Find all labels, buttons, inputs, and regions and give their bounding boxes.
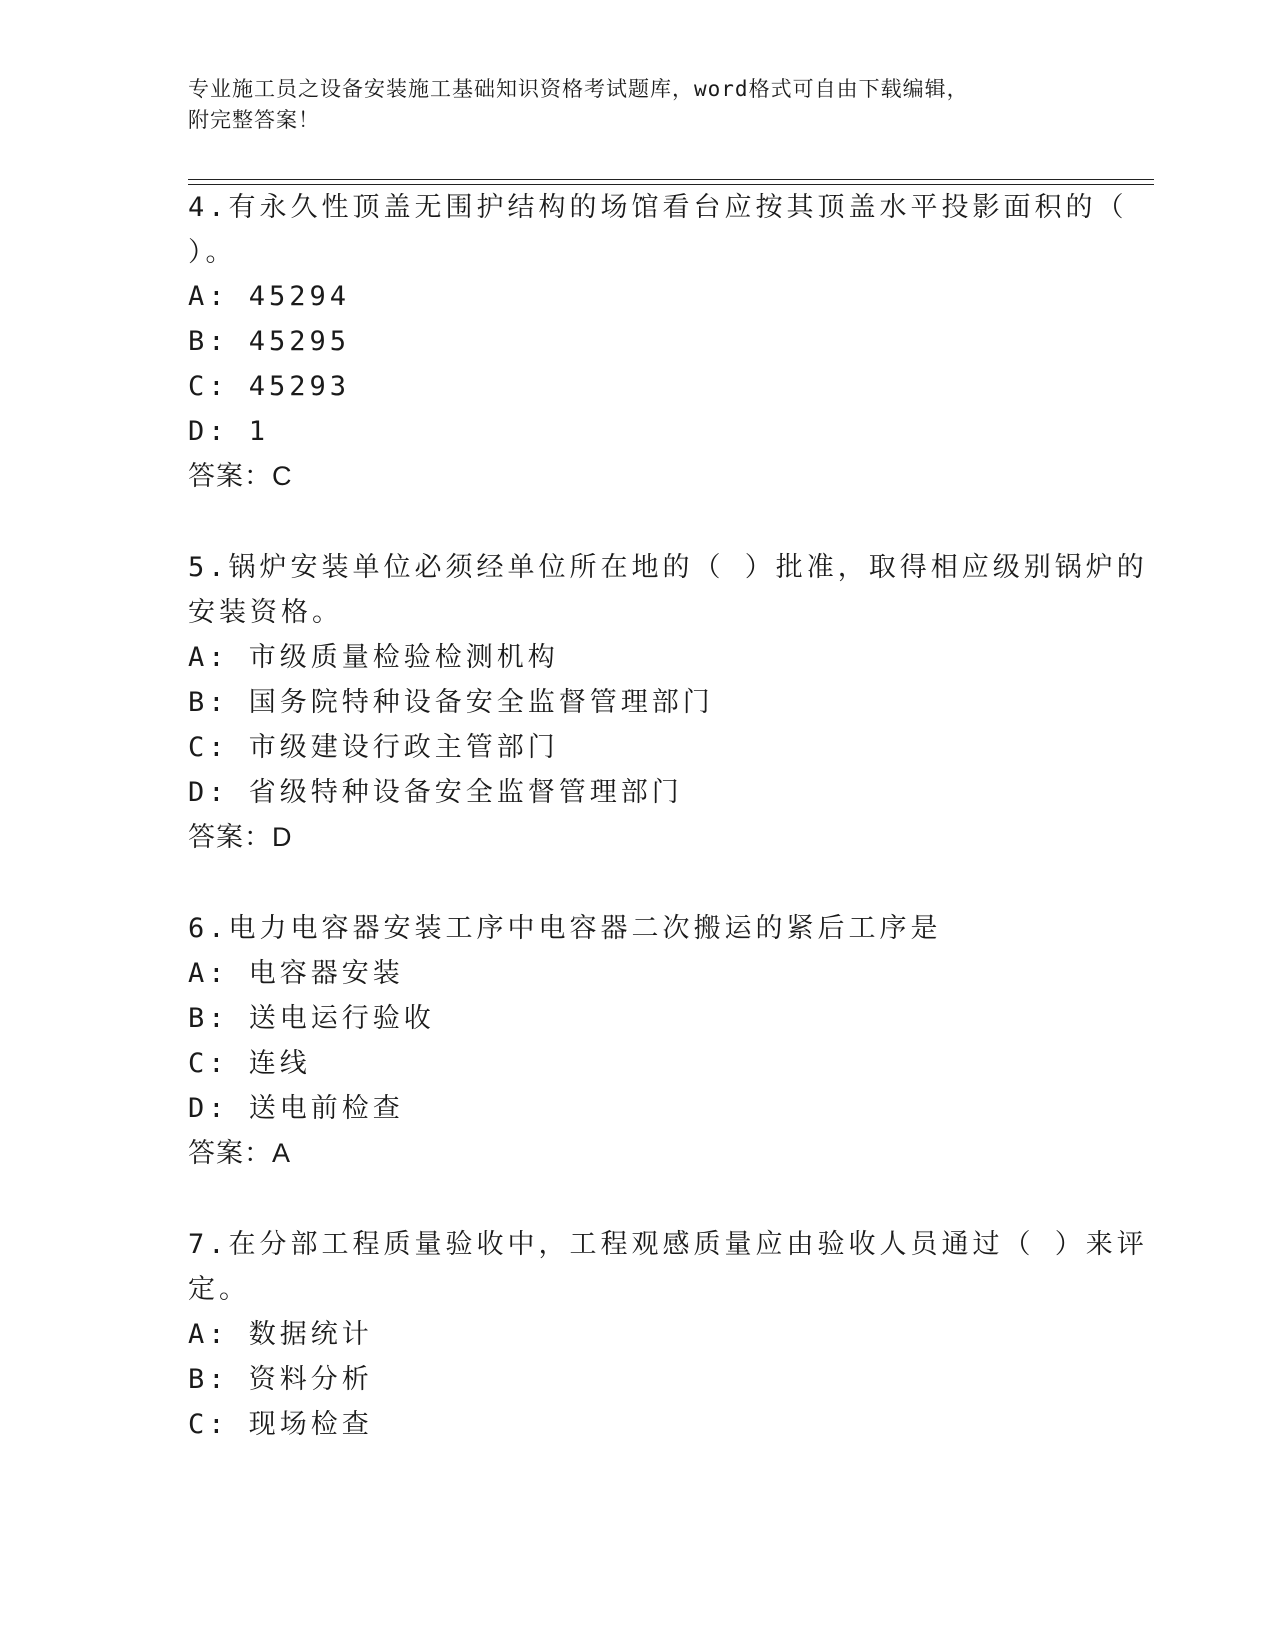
question-5-option-d: D: 省级特种设备安全监督管理部门 [188, 777, 683, 808]
question-6-stem-line-1: 6.电力电容器安装工序中电容器二次搬运的紧后工序是 [188, 913, 942, 944]
question-7-stem-line-2: 定。 [188, 1274, 250, 1305]
question-7-stem-line-1: 7.在分部工程质量验收中，工程观感质量应由验收人员通过（ ）来评 [188, 1229, 1148, 1260]
header-line-1: 专业施工员之设备安装施工基础知识资格考试题库，word格式可自由下载编辑， [188, 77, 969, 101]
question-5-answer: 答案：D [188, 822, 293, 852]
question-4-answer: 答案：C [188, 461, 293, 491]
question-5-option-c: C: 市级建设行政主管部门 [188, 732, 559, 763]
question-4-stem-line-1: 4.有永久性顶盖无围护结构的场馆看台应按其顶盖水平投影面积的（ [188, 192, 1128, 223]
question-5-option-b: B: 国务院特种设备安全监督管理部门 [188, 687, 714, 718]
question-7-option-a: A: 数据统计 [188, 1319, 373, 1350]
question-5-option-a: A: 市级质量检验检测机构 [188, 642, 559, 673]
question-4-option-c: C: 45293 [188, 371, 351, 402]
question-4-option-b: B: 45295 [188, 326, 351, 357]
question-4-stem-line-2: ）。 [188, 237, 237, 268]
question-6-answer: 答案：A [188, 1138, 292, 1168]
question-6-option-d: D: 送电前检查 [188, 1093, 404, 1124]
question-7-option-b: B: 资料分析 [188, 1364, 373, 1395]
header-line-2: 附完整答案！ [188, 108, 320, 132]
question-6-option-b: B: 送电运行验收 [188, 1003, 435, 1034]
question-5-stem-line-2: 安装资格。 [188, 597, 343, 628]
question-4-option-d: D: 1 [188, 416, 270, 447]
header-divider-top [188, 179, 1154, 180]
document-header [188, 74, 1088, 136]
question-6-option-a: A: 电容器安装 [188, 958, 404, 989]
question-4-option-a: A: 45294 [188, 281, 351, 312]
header-divider-bottom [188, 184, 1154, 185]
question-5-stem-line-1: 5.锅炉安装单位必须经单位所在地的（ ）批准，取得相应级别锅炉的 [188, 552, 1148, 583]
question-7-option-c: C: 现场检查 [188, 1409, 373, 1440]
question-6-option-c: C: 连线 [188, 1048, 311, 1079]
